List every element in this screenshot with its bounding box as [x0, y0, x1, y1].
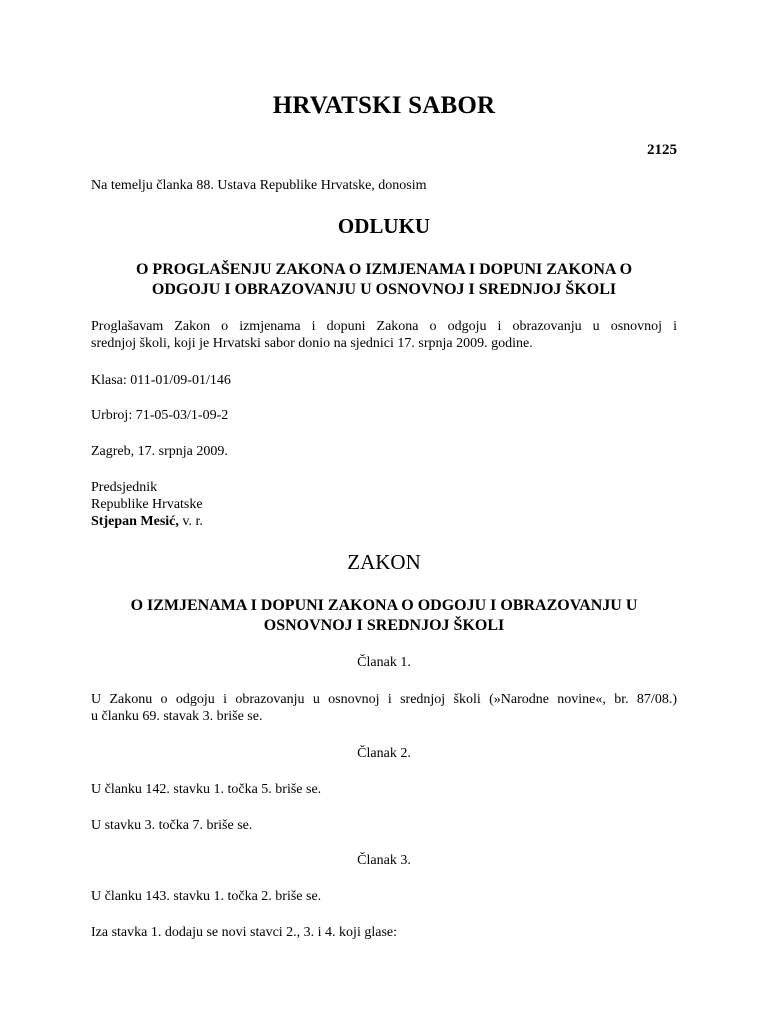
article-1-body — [91, 691, 677, 725]
article-2-paragraph-1: U članku 142. stavku 1. točka 5. briše se. — [91, 782, 322, 797]
klasa-line: Klasa: 011-01/09-01/146 — [91, 373, 231, 388]
decision-body-line-1: Proglašavam Zakon o izmjenama i dopuni Zakona o odgoju i obrazovanju u osnovnoj i — [91, 319, 677, 334]
signer-title-1: Predsjednik — [91, 480, 158, 495]
article-1-line-2: u članku 69. stavak 3. briše se. — [91, 709, 263, 724]
article-1-title: Članak 1. — [357, 655, 411, 670]
decision-heading: ODLUKU — [337, 214, 431, 238]
decision-subheading-line-1: O PROGLAŠENJU ZAKONA O IZMJENAMA I DOPUNI ZAKONA O — [135, 261, 633, 278]
article-3-title: Članak 3. — [357, 853, 411, 868]
law-subheading — [0, 596, 768, 636]
article-2-paragraph-2: U stavku 3. točka 7. briše se. — [91, 818, 253, 833]
law-subheading-line-1: O IZMJENAMA I DOPUNI ZAKONA O ODGOJU I OBRAZOVANJU U — [130, 597, 638, 614]
gazette-number: 2125 — [647, 142, 677, 158]
article-3-paragraph-2: Iza stavka 1. dodaju se novi stavci 2., 3. i 4. koji glase: — [91, 925, 397, 940]
law-subheading-line-2: OSNOVNOJ I SREDNJOJ ŠKOLI — [263, 617, 505, 634]
decision-body-line-2: srednjoj školi, koji je Hrvatski sabor donio na sjednici 17. srpnja 2009. godine. — [91, 336, 533, 351]
signer-name: Stjepan Mesić, — [91, 514, 179, 529]
decision-body — [91, 318, 677, 352]
article-3-paragraph-1: U članku 143. stavku 1. točka 2. briše se. — [91, 889, 322, 904]
article-1-line-1: U Zakonu o odgoju i obrazovanju u osnovnoj i srednjoj školi (»Narodne novine«, br. 87/08.) — [91, 692, 677, 707]
signer-title-2: Republike Hrvatske — [91, 497, 203, 512]
intro-text: Na temelju članka 88. Ustava Republike Hrvatske, donosim — [91, 178, 427, 193]
decision-subheading-line-2: ODGOJU I OBRAZOVANJU U OSNOVNOJ I SREDNJOJ ŠKOLI — [151, 281, 617, 298]
place-date-line: Zagreb, 17. srpnja 2009. — [91, 444, 228, 459]
signature-block — [91, 479, 203, 530]
law-heading: ZAKON — [347, 550, 421, 574]
document-title: HRVATSKI SABOR — [272, 92, 496, 119]
signer-suffix: v. r. — [178, 514, 203, 529]
signer-line — [91, 513, 203, 530]
urbroj-line: Urbroj: 71-05-03/1-09-2 — [91, 408, 229, 423]
decision-subheading — [0, 260, 768, 300]
article-2-title: Članak 2. — [357, 746, 411, 761]
